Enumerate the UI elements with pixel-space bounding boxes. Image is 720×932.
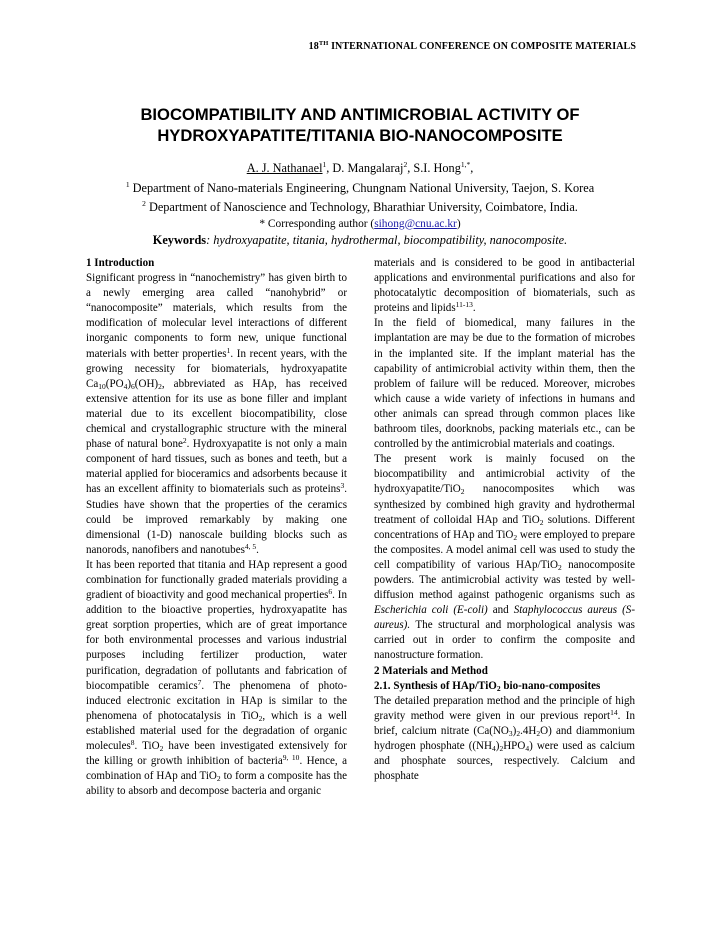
affiliation-2: $^2$ Department of Nanoscience and Technology, Bharathiar University, Coimbatore, India. — [142, 199, 578, 215]
section-heading-introduction: 1 Introduction — [86, 257, 155, 269]
intro-paragraph-5: The present work is mainly focused on the biocompatibility and antimicrobial activity of the hydroxyapatite/TiO$_2$ nanocomposites which was synthesized by combined high gravity and hydrothermal treatment of colloidal HAp and TiO$_2$ solutions. Different concentrations of HAp and TiO$_2$ were employed to prepare the composites. A model animal cell was used to study the cell compatibility of various HAp/TiO$_2$ nanocomposite powders. The antimicrobial activity was tested by well-diffusion method against pathogenic organisms such as Escherichia coli (E-coli) and Staphylococcus aureus (S-aureus). The structural and morphological analysis was carried out in order to confirm the composite and nanostructure formation. — [374, 453, 635, 662]
intro-paragraph-2: It has been reported that titania and HAp represent a good combination for functionally graded materials providing a gradient of bioactivity and good mechanical properties$^6$. In addition to the bioactive properties, hydroxyapatite has great sorption properties, which are of great importance for both environmental processes and various industrial purposes including fertilizer production, water purification, degradation of pollutants and fabrication of biocompatible ceramics$^7$. The phenomena of photo-induced electronic excitation in HAp is similar to the phenomena of photocatalysis in TiO$_2$, which is a well established material used for the degradation of organic molecules$^8$. TiO$_2$ have been investigated extensively for the killing or growth inhibition of bacteria$^{9, 10}$. Hence, a combination of HAp and TiO$_2$ to form a composite has the ability to absorb and decompose bacteria and organic — [86, 558, 348, 798]
paper-title — [100, 104, 620, 146]
conference-header: 18TH INTERNATIONAL CONFERENCE ON COMPOSITE MATERIALS — [308, 40, 636, 52]
corresponding-author: * Corresponding author (sihong@cnu.ac.kr) — [259, 217, 461, 230]
author-1: A. J. Nathanael — [246, 161, 323, 175]
section-heading-materials-method: 2 Materials and Method — [374, 664, 488, 677]
author-3: S.I. Hong — [413, 161, 461, 175]
subsection-heading-synthesis: 2.1. Synthesis of HAp/TiO$_2$ bio-nano-composites — [374, 679, 601, 693]
title-line-1: BIOCOMPATIBILITY AND ANTIMICROBIAL ACTIVITY OF — [140, 105, 580, 124]
intro-paragraph-4: In the field of biomedical, many failures in the implantation are may be due to the formation of microbes in the implanted site. If the implant material has the capability of antimicrobial activity within them, then the problem of failure will be reduced. Moreover, microbes which cause a wide variety of infections in humans and other animals can spread through common places like bathroom tiles, doorknobs, packing materials etc., can be controlled by the antimicrobial materials and coatings. — [374, 317, 635, 451]
affiliation-1: $^1$ Department of Nano-materials Engineering, Chungnam National University, Taejon, S. Korea — [125, 179, 595, 195]
author-list: A. J. Nathanael$^1$, D. Mangalaraj$^2$, S.I. Hong$^{1,*}$, — [246, 160, 474, 175]
right-column — [374, 256, 635, 784]
intro-paragraph-3: materials and is considered to be good in antibacterial applications and environmental purifications and also for photocatalytic decomposition of biomaterials, such as proteins and lipids$^{11-13}$. — [374, 257, 635, 315]
email-link[interactable]: sihong@cnu.ac.kr — [374, 217, 457, 230]
methods-paragraph-1: The detailed preparation method and the principle of high gravity method were given in our previous report$^{14}$. In brief, calcium nitrate $(Ca(NO_3)_2.4H_2O)$ and diammonium hydrogen phosphate $((NH_4)_2HPO_4)$ were used as calcium and phosphate sources, respectively. Calcium and phosphate — [374, 694, 635, 783]
keywords-line — [60, 233, 660, 248]
author-2: D. Mangalaraj — [332, 161, 404, 175]
author-block — [60, 157, 660, 232]
keywords-text: : hydroxyapatite, titania, hydrothermal, biocompatibility, nanocomposite. — [206, 233, 568, 247]
left-column — [86, 256, 347, 799]
intro-paragraph-1: Significant progress in “nanochemistry” has given birth to a newly emerging area called “nanohybrid” or “nanocomposite” materials, which results from the modification of molecular level interactions of different inorganic components to form new, unique functional materials with better properties$^1$. In recent years, with the growing necessity for biomaterials, hydroxyapatite $Ca_{10}(PO_4)_6(OH)_2$, abbreviated as HAp, has received extensive attention for its use as bone filler and implant material due to its excellent biocompatibility, close chemical and crystallographic structure with the mineral phase of natural bone$^2$. Hydroxyapatite is not only a main component of hard tissues, such as bones and teeth, but a material applied for bioceramics and adsorbents because it has an excellent affinity to biomaterials such as proteins$^3$. Studies have shown that the properties of the ceramics could be improved remarkably by making one dimensional (1-D) nanoscale building blocks such as nanorods, nanofibers and nanotubes$^{4, 5}$. — [86, 272, 347, 556]
title-line-2: HYDROXYAPATITE/TITANIA BIO-NANOCOMPOSITE — [157, 126, 563, 145]
keywords-label: Keywords — [152, 233, 207, 247]
